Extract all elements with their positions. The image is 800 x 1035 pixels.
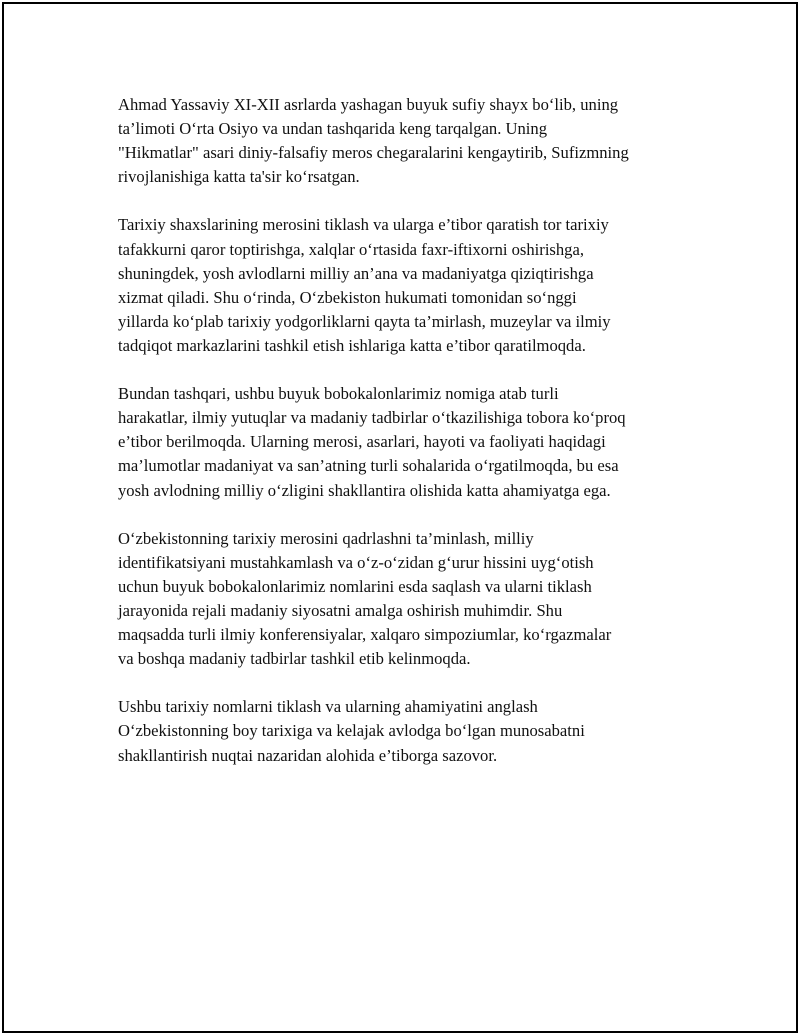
paragraph-4 bbox=[118, 527, 688, 672]
text-line: tadqiqot markazlarini tashkil etish ishlariga katta e’tibor qaratilmoqda. bbox=[118, 335, 586, 355]
text-line: jarayonida rejali madaniy siyosatni amalga oshirish muhimdir. Shu bbox=[118, 600, 563, 620]
text-line: tafakkurni qaror toptirishga, xalqlar o‘rtasida faxr-iftixorni oshirishga, bbox=[118, 239, 584, 259]
text-line: shuningdek, yosh avlodlarni milliy an’ana va madaniyatga qiziqtirishga bbox=[118, 263, 594, 283]
text-line: yillarda ko‘plab tarixiy yodgorliklarni qayta ta’mirlash, muzeylar va ilmiy bbox=[118, 311, 611, 331]
text-line: yosh avlodning milliy o‘zligini shakllantira olishida katta ahamiyatga ega. bbox=[118, 480, 611, 500]
paragraph-2 bbox=[118, 213, 688, 358]
paragraph-5 bbox=[118, 695, 688, 767]
text-line: identifikatsiyani mustahkamlash va o‘z-o‘zidan g‘urur hissini uyg‘otish bbox=[118, 552, 594, 572]
paragraph-1 bbox=[118, 93, 688, 189]
text-line: xizmat qiladi. Shu o‘rinda, O‘zbekiston hukumati tomonidan so‘nggi bbox=[118, 287, 577, 307]
text-line: rivojlanishiga katta ta'sir ko‘rsatgan. bbox=[118, 167, 360, 187]
text-line: "Hikmatlar" asari diniy-falsafiy meros chegaralarini kengaytirib, Sufizmning bbox=[118, 143, 629, 163]
text-line: va boshqa madaniy tadbirlar tashkil etib kelinmoqda. bbox=[118, 649, 471, 669]
text-line: maqsadda turli ilmiy konferensiyalar, xalqaro simpoziumlar, ko‘rgazmalar bbox=[118, 625, 612, 645]
paragraph-3 bbox=[118, 382, 688, 502]
document-body bbox=[118, 93, 688, 792]
text-line: uchun buyuk bobokalonlarimiz nomlarini esda saqlash va ularni tiklash bbox=[118, 576, 592, 596]
text-line: e’tibor berilmoqda. Ularning merosi, asarlari, hayoti va faoliyati haqidagi bbox=[118, 432, 606, 452]
text-line: shakllantirish nuqtai nazaridan alohida e’tiborga sazovor. bbox=[118, 745, 498, 765]
text-line: ma’lumotlar madaniyat va san’atning turli sohalarida o‘rgatilmoqda, bu esa bbox=[118, 456, 619, 476]
text-line: Ahmad Yassaviy XI-XII asrlarda yashagan buyuk sufiy shayx bo‘lib, uning bbox=[118, 95, 619, 114]
text-line: O‘zbekistonning tarixiy merosini qadrlashni ta’minlash, milliy bbox=[118, 528, 534, 548]
text-line: Tarixiy shaxslarining merosini tiklash va ularga e’tibor qaratish tor tarixiy bbox=[118, 215, 609, 235]
text-line: O‘zbekistonning boy tarixiga va kelajak avlodga bo‘lgan munosabatni bbox=[118, 721, 585, 741]
text-line: Bundan tashqari, ushbu buyuk bobokalonlarimiz nomiga atab turli bbox=[118, 384, 559, 404]
text-line: harakatlar, ilmiy yutuqlar va madaniy tadbirlar o‘tkazilishiga tobora ko‘proq bbox=[118, 408, 626, 428]
text-line: ta’limoti O‘rta Osiyo va undan tashqarida keng tarqalgan. Uning bbox=[118, 119, 548, 139]
text-line: Ushbu tarixiy nomlarni tiklash va ularning ahamiyatini anglash bbox=[118, 697, 538, 717]
